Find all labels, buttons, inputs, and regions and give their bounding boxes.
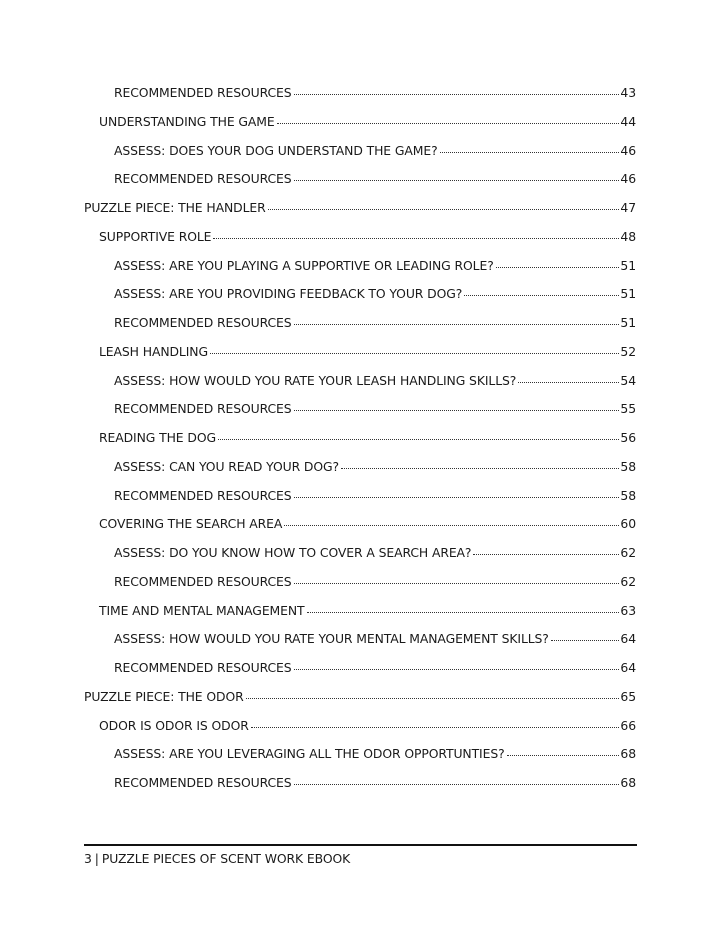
toc-entry-page: 63: [620, 602, 636, 618]
toc-entry-page: 48: [620, 228, 636, 244]
toc-entry[interactable]: [84, 344, 636, 373]
toc-entry-page: 51: [620, 286, 636, 302]
toc-entry-title: RECOMMENDED RESOURCES: [114, 401, 292, 417]
toc-entry[interactable]: [84, 689, 636, 718]
toc-entry-page: 51: [620, 315, 636, 330]
toc-entry[interactable]: [84, 315, 636, 344]
toc-entry[interactable]: [84, 114, 636, 143]
toc-entry[interactable]: [84, 775, 636, 804]
toc-entry[interactable]: [84, 430, 636, 459]
toc-entry-title: RECOMMENDED RESOURCES: [114, 775, 292, 790]
toc-entry-title: ODOR IS ODOR IS ODOR: [99, 717, 249, 733]
toc-entry-page: 68: [620, 746, 636, 762]
dot-leader: [251, 725, 620, 728]
dot-leader: [294, 581, 620, 584]
toc-entry-page: 64: [620, 660, 636, 675]
toc-entry[interactable]: [84, 516, 636, 545]
footer-page-number: 3: [84, 851, 92, 866]
toc-entry-page: 58: [620, 487, 636, 503]
dot-leader: [294, 408, 620, 411]
toc-entry-title: RECOMMENDED RESOURCES: [114, 315, 292, 330]
dot-leader: [277, 121, 620, 124]
toc-entry-page: 44: [620, 113, 636, 129]
toc-entry[interactable]: [84, 459, 636, 488]
toc-entry-page: 62: [620, 573, 636, 589]
toc-entry[interactable]: [84, 229, 636, 258]
dot-leader: [294, 667, 620, 670]
footer-divider: [84, 844, 637, 846]
toc-entry[interactable]: [84, 488, 636, 517]
toc-entry-title: RECOMMENDED RESOURCES: [114, 171, 292, 187]
dot-leader: [268, 207, 620, 210]
toc-entry-page: 46: [620, 142, 636, 158]
toc-entry-page: 52: [620, 343, 636, 359]
dot-leader: [284, 523, 619, 526]
toc-entry[interactable]: [84, 660, 636, 689]
toc-entry-page: 51: [620, 257, 636, 273]
toc-entry[interactable]: [84, 373, 636, 402]
toc-entry-page: 56: [620, 430, 636, 445]
toc-entry-page: 65: [620, 688, 636, 704]
dot-leader: [294, 495, 620, 498]
footer-separator: |: [94, 851, 99, 866]
toc-entry[interactable]: [84, 718, 636, 747]
dot-leader: [218, 437, 619, 440]
toc-entry[interactable]: [84, 631, 636, 660]
dot-leader: [294, 92, 620, 95]
toc-entry-page: 43: [620, 85, 636, 100]
toc-entry-page: 55: [620, 401, 636, 417]
dot-leader: [518, 380, 619, 383]
toc-entry-page: 60: [620, 516, 636, 532]
toc-entry-page: 64: [620, 631, 636, 647]
toc-entry[interactable]: [84, 603, 636, 632]
toc-entry-title: ASSESS: DO YOU KNOW HOW TO COVER A SEARCH AREA?: [114, 545, 472, 560]
toc-entry-title: ASSESS: HOW WOULD YOU RATE YOUR MENTAL MANAGEMENT SKILLS?: [114, 631, 549, 647]
dot-leader: [440, 150, 620, 153]
toc-entry-title: RECOMMENDED RESOURCES: [114, 487, 292, 503]
toc-entry[interactable]: [84, 258, 636, 287]
toc-entry[interactable]: [84, 574, 636, 603]
toc-entry[interactable]: [84, 545, 636, 574]
toc-entry-title: RECOMMENDED RESOURCES: [114, 660, 292, 675]
toc-entry-title: ASSESS: CAN YOU READ YOUR DOG?: [114, 458, 339, 474]
dot-leader: [246, 696, 620, 699]
dot-leader: [341, 466, 619, 469]
toc-entry-title: ASSESS: ARE YOU PLAYING A SUPPORTIVE OR LEADING ROLE?: [114, 257, 494, 273]
toc-entry-title: ASSESS: HOW WOULD YOU RATE YOUR LEASH HANDLING SKILLS?: [114, 372, 517, 388]
toc-entry-page: 62: [620, 545, 636, 560]
dot-leader: [464, 293, 619, 296]
toc-entry-title: TIME AND MENTAL MANAGEMENT: [99, 602, 305, 618]
toc-entry[interactable]: [84, 746, 636, 775]
page-footer: [84, 851, 350, 866]
toc-entry-page: 68: [620, 775, 636, 790]
toc-entry[interactable]: [84, 171, 636, 200]
toc-entry-title: SUPPORTIVE ROLE: [99, 228, 212, 244]
toc-entry[interactable]: [84, 286, 636, 315]
dot-leader: [307, 610, 620, 613]
toc-entry[interactable]: [84, 401, 636, 430]
toc-entry-page: 47: [620, 200, 636, 215]
dot-leader: [507, 753, 620, 756]
toc-entry-title: ASSESS: DOES YOUR DOG UNDERSTAND THE GAME?: [114, 142, 438, 158]
toc-entry[interactable]: [84, 200, 636, 229]
toc-entry-page: 58: [620, 458, 636, 474]
dot-leader: [213, 236, 619, 239]
toc-entry-page: 54: [620, 372, 636, 388]
toc-entry-title: RECOMMENDED RESOURCES: [114, 573, 292, 589]
footer-book-title: PUZZLE PIECES OF SCENT WORK EBOOK: [101, 851, 351, 866]
toc-entry[interactable]: [84, 143, 636, 172]
toc-entry-title: ASSESS: ARE YOU PROVIDING FEEDBACK TO YOUR DOG?: [114, 286, 463, 302]
toc-entry-page: 46: [620, 171, 636, 187]
toc-entry-title: ASSESS: ARE YOU LEVERAGING ALL THE ODOR OPPORTUNTIES?: [114, 746, 505, 762]
toc-entry-title: COVERING THE SEARCH AREA: [99, 516, 283, 532]
toc-entry-title: PUZZLE PIECE: THE HANDLER: [84, 200, 266, 215]
toc-entry-title: UNDERSTANDING THE GAME: [99, 113, 275, 129]
toc-entry[interactable]: [84, 85, 636, 114]
dot-leader: [210, 351, 619, 354]
dot-leader: [496, 265, 620, 268]
dot-leader: [294, 178, 620, 181]
toc-entry-page: 66: [620, 717, 636, 733]
table-of-contents: [84, 85, 636, 804]
dot-leader: [473, 552, 619, 555]
dot-leader: [551, 638, 620, 641]
toc-entry-title: RECOMMENDED RESOURCES: [114, 85, 292, 100]
toc-entry-title: READING THE DOG: [99, 430, 216, 445]
toc-entry-title: PUZZLE PIECE: THE ODOR: [84, 688, 244, 704]
toc-entry-title: LEASH HANDLING: [99, 343, 208, 359]
dot-leader: [294, 322, 620, 325]
dot-leader: [294, 782, 620, 785]
